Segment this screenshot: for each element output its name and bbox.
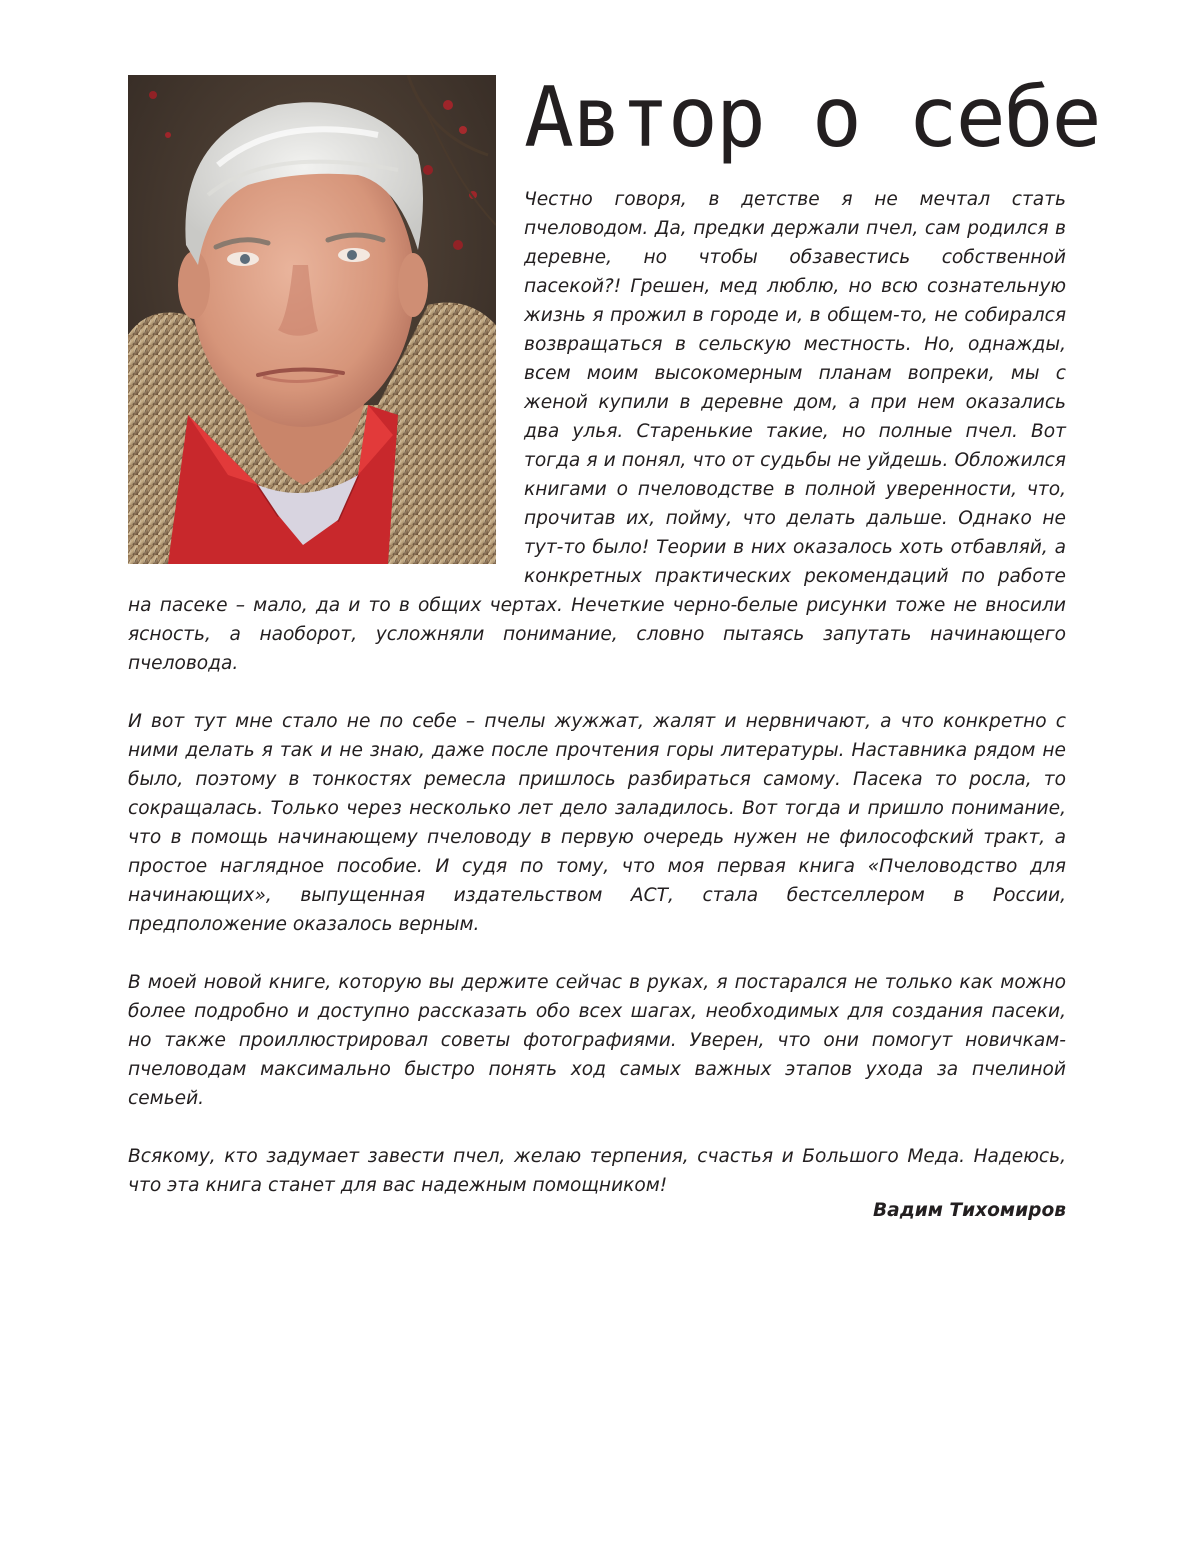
paragraph-1: Честно говоря, в детстве я не мечтал стать пчеловодом. Да, предки держали пчел, сам родился в деревне, но чтобы обзавестись собственной пасекой?! Грешен, мед люблю, но всю сознательную жизнь я прожил в городе и, в общем-то, не собирался возвращаться в сельскую местность. Но, однажды, всем моим высокомерным планам вопреки, мы с женой купили в деревне дом, а при нем оказались два улья. Старенькие такие, но полные пчел. Вот тогда я и понял, что от судьбы не уйдешь. Обложился книгами о пчеловодстве в полной уверенности, что, прочитав их, пойму, что делать дальше. Однако не тут-то было! Теории в них оказалось хоть отбавляй, а конкретных практических рекомендаций по работе на пасеке – мало, да и то в общих чертах. Нечеткие черно-белые рисунки тоже не вносили ясность, а наоборот, усложняли понимание, словно пытаясь запутать начинающего пчеловода. (128, 189, 1066, 674)
article-body (128, 185, 1066, 1229)
paragraph-4: Всякому, кто задумает завести пчел, желаю терпения, счастья и Большого Меда. Надеюсь, что эта книга станет для вас надежным помощником! (128, 1146, 1066, 1196)
paragraph-2: И вот тут мне стало не по себе – пчелы жужжат, жалят и нервничают, а что конкретно с ними делать я так и не знаю, даже после прочтения горы литературы. Наставника рядом не было, поэтому в тонкостях ремесла пришлось разбираться самому. Пасека то росла, то сокращалась. Только через несколько лет дело заладилось. Вот тогда и пришло понимание, что в помощь начинающему пчеловоду в первую очередь нужен не философский тракт, а простое наглядное пособие. И судя по тому, что моя первая книга «Пчеловодство для начинающих», выпущенная издательством АСТ, стала бестселлером в России, предположение оказалось верным. (128, 711, 1066, 935)
page-title: Автор о себе (524, 69, 1100, 166)
author-signature: Вадим Тихомиров (873, 1200, 1066, 1221)
photo-spacer (128, 185, 524, 577)
paragraph-3: В моей новой книге, которую вы держите сейчас в руках, я постарался не только как можно более подробно и доступно рассказать обо всех шагах, необходимых для создания пасеки, но также проиллюстрировал советы фотографиями. Уверен, что они помогут новичкам-пчеловодам максимально быстро понять ход самых важных этапов ухода за пчелиной семьей. (128, 972, 1066, 1109)
